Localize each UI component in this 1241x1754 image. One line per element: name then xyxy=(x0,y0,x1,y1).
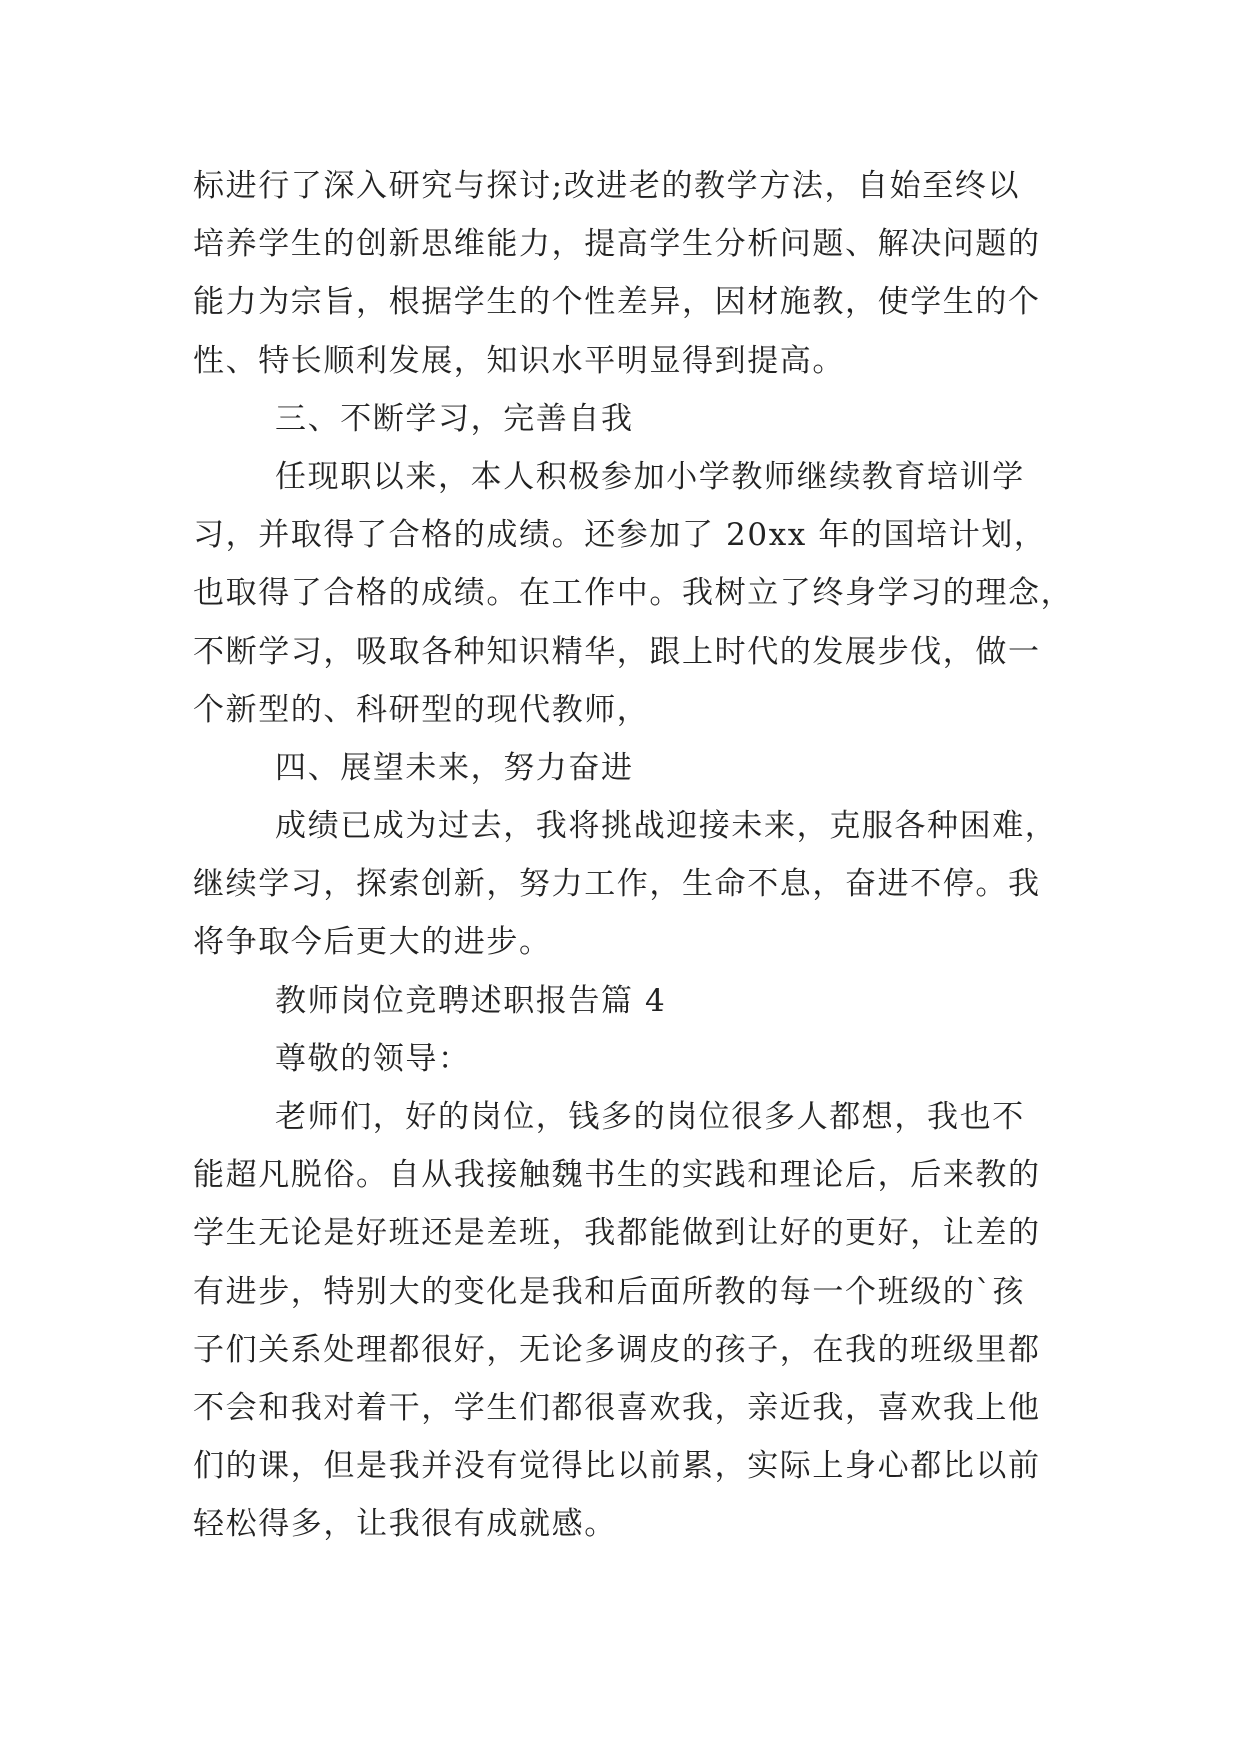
text-line: 能力为宗旨，根据学生的个性差异，因材施教，使学生的个 xyxy=(193,284,1041,321)
text-line: 能超凡脱俗。自从我接触魏书生的实践和理论后，后来教的 xyxy=(193,1157,1041,1194)
text-line: 学生无论是好班还是差班，我都能做到让好的更好，让差的 xyxy=(193,1215,1041,1252)
report-title: 教师岗位竞聘述职报告篇 4 xyxy=(275,982,667,1019)
text-line: 个新型的、科研型的现代教师， xyxy=(193,691,650,728)
text-line: 任现职以来，本人积极参加小学教师继续教育培训学 xyxy=(275,458,1025,495)
section-heading: 三、不断学习，完善自我 xyxy=(275,400,634,437)
text-line: 成绩已成为过去，我将挑战迎接未来，克服各种困难， xyxy=(275,808,1058,845)
text-line: 习，并取得了合格的成绩。还参加了 20xx 年的国培计划， xyxy=(193,517,1047,554)
salutation: 尊敬的领导： xyxy=(275,1040,471,1077)
text-line: 子们关系处理都很好，无论多调皮的孩子，在我的班级里都 xyxy=(193,1331,1041,1368)
text-line: 不会和我对着干，学生们都很喜欢我，亲近我，喜欢我上他 xyxy=(193,1389,1041,1426)
text-line: 老师们，好的岗位，钱多的岗位很多人都想，我也不 xyxy=(275,1099,1025,1135)
body-text xyxy=(193,157,1074,1554)
text-line: 将争取今后更大的进步。 xyxy=(193,924,552,961)
text-line: 标进行了深入研究与探讨;改进老的教学方法，自始至终以 xyxy=(193,168,1021,204)
text-line: 有进步，特别大的变化是我和后面所教的每一个班级的`孩 xyxy=(193,1273,1026,1310)
text-line: 性、特长顺利发展，知识水平明显得到提高。 xyxy=(193,342,845,379)
text-line: 也取得了合格的成绩。在工作中。我树立了终身学习的理念， xyxy=(193,575,1074,612)
text-line: 继续学习，探索创新，努力工作，生命不息，奋进不停。我 xyxy=(193,866,1041,903)
section-heading: 四、展望未来，努力奋进 xyxy=(275,749,634,786)
text-line: 们的课，但是我并没有觉得比以前累，实际上身心都比以前 xyxy=(193,1448,1041,1485)
text-line: 轻松得多，让我很有成就感。 xyxy=(193,1506,617,1543)
text-line: 不断学习，吸取各种知识精华，跟上时代的发展步伐，做一 xyxy=(193,633,1041,670)
text-line: 培养学生的创新思维能力，提高学生分析问题、解决问题的 xyxy=(193,226,1041,263)
